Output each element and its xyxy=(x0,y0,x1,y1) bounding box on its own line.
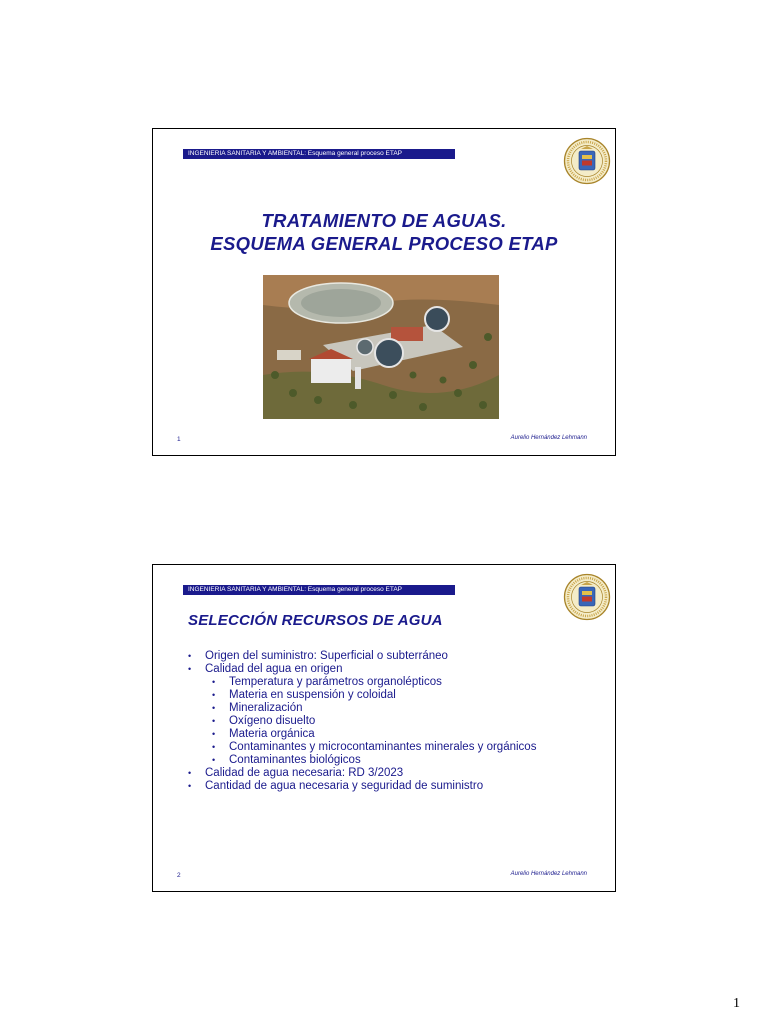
bullet-list xyxy=(183,650,536,793)
bullet-item: • Calidad del agua en origen xyxy=(183,663,536,676)
sub-bullet-item: • Materia en suspensión y coloidal xyxy=(183,689,536,702)
university-seal-icon xyxy=(563,137,611,185)
slide-title xyxy=(153,209,615,255)
slide-header: INGENIERIA SANITARIA Y AMBIENTAL: Esquema general proceso ETAP xyxy=(183,149,455,159)
slide-1 xyxy=(152,128,616,456)
university-seal-icon xyxy=(563,573,611,621)
sub-bullet-item: • Contaminantes y microcontaminantes minerales y orgánicos xyxy=(183,741,536,754)
sub-bullet-item: • Oxígeno disuelto xyxy=(183,715,536,728)
slide-page-number: 2 xyxy=(177,872,181,879)
sub-bullet-item: • Temperatura y parámetros organolépticos xyxy=(183,676,536,689)
sub-bullet-item: • Materia orgánica xyxy=(183,728,536,741)
slide-2 xyxy=(152,564,616,892)
slide-author: Aurelio Hernández Lehmann xyxy=(510,871,587,877)
water-treatment-plant-photo xyxy=(263,275,499,419)
slide-page-number: 1 xyxy=(177,436,181,443)
bullet-item: • Cantidad de agua necesaria y seguridad de suministro xyxy=(183,780,536,793)
bullet-item: • Calidad de agua necesaria: RD 3/2023 xyxy=(183,767,536,780)
page-number: 1 xyxy=(733,996,740,1011)
sub-bullet-item: • Contaminantes biológicos xyxy=(183,754,536,767)
title-line-1: TRATAMIENTO DE AGUAS. xyxy=(261,210,507,231)
slide-header: INGENIERIA SANITARIA Y AMBIENTAL: Esquema general proceso ETAP xyxy=(183,585,455,595)
title-line-2: ESQUEMA GENERAL PROCESO ETAP xyxy=(210,233,558,254)
slide-title: SELECCIÓN RECURSOS DE AGUA xyxy=(188,612,443,629)
sub-bullet-item: • Mineralización xyxy=(183,702,536,715)
slide-author: Aurelio Hernández Lehmann xyxy=(510,435,587,441)
bullet-item: • Origen del suministro: Superficial o subterráneo xyxy=(183,650,536,663)
